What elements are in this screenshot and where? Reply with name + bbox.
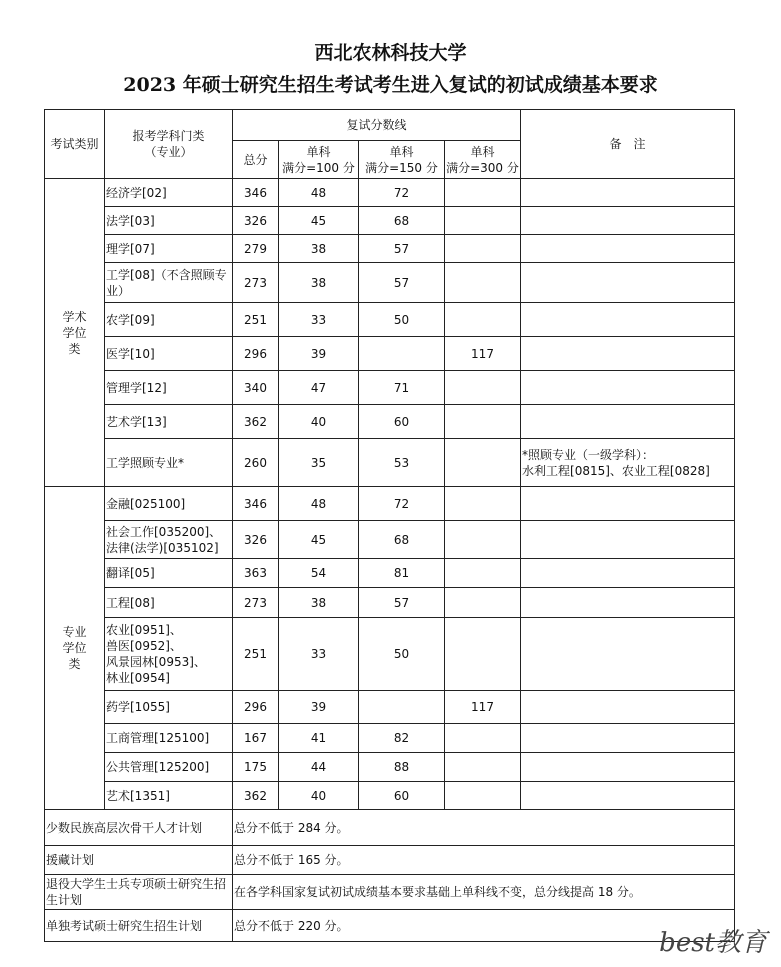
s100-cell: 33: [279, 303, 359, 337]
subject-cell: 管理学[12]: [105, 371, 233, 405]
note-cell: [521, 588, 735, 618]
header-total: 总分: [233, 141, 279, 179]
header-single-150: 单科 满分=150 分: [359, 141, 445, 179]
table-row: [45, 724, 735, 753]
plan-requirement: 总分不低于 284 分。: [233, 810, 735, 846]
s100-cell: 54: [279, 559, 359, 588]
s100-cell: 45: [279, 521, 359, 559]
table-row: [45, 691, 735, 724]
s150-cell: 72: [359, 179, 445, 207]
s300-cell: [445, 588, 521, 618]
note-cell: [521, 691, 735, 724]
total-cell: 346: [233, 487, 279, 521]
subject-cell: 艺术[1351]: [105, 782, 233, 810]
s100-cell: 44: [279, 753, 359, 782]
note-cell: [521, 371, 735, 405]
plan-name: 援藏计划: [45, 846, 233, 875]
s100-cell: 48: [279, 487, 359, 521]
total-cell: 363: [233, 559, 279, 588]
s300-cell: [445, 724, 521, 753]
s300-cell: [445, 521, 521, 559]
plan-requirement: 在各学科国家复试初试成绩基本要求基础上单科线不变，总分线提高 18 分。: [233, 875, 735, 910]
s150-cell: 60: [359, 405, 445, 439]
table-row: [45, 618, 735, 691]
s150-cell: 81: [359, 559, 445, 588]
s100-cell: 35: [279, 439, 359, 487]
s100-cell: 47: [279, 371, 359, 405]
s300-cell: [445, 753, 521, 782]
table-row: [45, 782, 735, 810]
note-cell: [521, 521, 735, 559]
total-cell: 326: [233, 207, 279, 235]
s300-cell: [445, 487, 521, 521]
total-cell: 362: [233, 782, 279, 810]
s100-cell: 41: [279, 724, 359, 753]
s100-cell: 40: [279, 782, 359, 810]
s100-cell: 38: [279, 263, 359, 303]
s100-cell: 39: [279, 691, 359, 724]
header-exam-type: 考试类别: [45, 110, 105, 179]
s100-cell: 48: [279, 179, 359, 207]
table-row: [45, 405, 735, 439]
plan-name: 少数民族高层次骨干人才计划: [45, 810, 233, 846]
s150-cell: 60: [359, 782, 445, 810]
table-row: [45, 207, 735, 235]
header-subject-category: 报考学科门类 （专业）: [105, 110, 233, 179]
header-remarks: 备 注: [521, 110, 735, 179]
s150-cell: [359, 337, 445, 371]
score-table: [44, 109, 735, 942]
subject-cell: 工程[08]: [105, 588, 233, 618]
total-cell: 260: [233, 439, 279, 487]
plan-requirement: 总分不低于 220 分。: [233, 910, 735, 942]
note-cell: [521, 179, 735, 207]
total-cell: 167: [233, 724, 279, 753]
s100-cell: 33: [279, 618, 359, 691]
note-cell: [521, 337, 735, 371]
special-plan-row: [45, 910, 735, 942]
subject-cell: 医学[10]: [105, 337, 233, 371]
s150-cell: [359, 691, 445, 724]
table-row: [45, 487, 735, 521]
s100-cell: 39: [279, 337, 359, 371]
note-cell: [521, 303, 735, 337]
s150-cell: 57: [359, 235, 445, 263]
s150-cell: 72: [359, 487, 445, 521]
s100-cell: 45: [279, 207, 359, 235]
s150-cell: 82: [359, 724, 445, 753]
watermark-logo: best教育: [659, 928, 767, 958]
note-cell: [521, 235, 735, 263]
special-plan-row: [45, 875, 735, 910]
s300-cell: [445, 207, 521, 235]
table-row: [45, 753, 735, 782]
s150-cell: 50: [359, 303, 445, 337]
subject-cell: 经济学[02]: [105, 179, 233, 207]
plan-requirement: 总分不低于 165 分。: [233, 846, 735, 875]
table-row: [45, 559, 735, 588]
subject-cell: 金融[025100]: [105, 487, 233, 521]
s300-cell: [445, 559, 521, 588]
subject-cell: 艺术学[13]: [105, 405, 233, 439]
total-cell: 296: [233, 337, 279, 371]
table-row: [45, 337, 735, 371]
s300-cell: [445, 179, 521, 207]
table-row: [45, 303, 735, 337]
header-single-100: 单科 满分=100 分: [279, 141, 359, 179]
total-cell: 251: [233, 303, 279, 337]
s100-cell: 38: [279, 588, 359, 618]
page-subtitle: 2023 年硕士研究生招生考试考生进入复试的初试成绩基本要求: [123, 74, 658, 96]
s300-cell: [445, 235, 521, 263]
note-cell: [521, 782, 735, 810]
s100-cell: 40: [279, 405, 359, 439]
note-cell: [521, 207, 735, 235]
s150-cell: 53: [359, 439, 445, 487]
plan-name: 单独考试硕士研究生招生计划: [45, 910, 233, 942]
note-cell: [521, 753, 735, 782]
s150-cell: 50: [359, 618, 445, 691]
plan-name: 退役大学生士兵专项硕士研究生招生计划: [45, 875, 233, 910]
total-cell: 175: [233, 753, 279, 782]
special-plan-row: [45, 810, 735, 846]
subject-cell: 社会工作[035200]、法律(法学)[035102]: [105, 521, 233, 559]
s300-cell: [445, 371, 521, 405]
note-cell: [521, 405, 735, 439]
note-cell: [521, 487, 735, 521]
s300-cell: [445, 439, 521, 487]
note-cell: [521, 263, 735, 303]
s150-cell: 57: [359, 588, 445, 618]
subject-cell: 理学[07]: [105, 235, 233, 263]
special-plan-row: [45, 846, 735, 875]
total-cell: 251: [233, 618, 279, 691]
category-professional: 专业 学位 类: [45, 487, 105, 810]
s150-cell: 57: [359, 263, 445, 303]
total-cell: 340: [233, 371, 279, 405]
s150-cell: 71: [359, 371, 445, 405]
header-single-300: 单科 满分=300 分: [445, 141, 521, 179]
header-score-lines: 复试分数线: [233, 110, 521, 141]
s300-cell: 117: [445, 337, 521, 371]
subject-cell: 工学[08]（不含照顾专业）: [105, 263, 233, 303]
subject-cell: 翻译[05]: [105, 559, 233, 588]
total-cell: 273: [233, 263, 279, 303]
table-row: [45, 235, 735, 263]
table-row: [45, 521, 735, 559]
category-academic: 学术 学位 类: [45, 179, 105, 487]
subject-cell: 工学照顾专业*: [105, 439, 233, 487]
subject-cell: 农业[0951]、 兽医[0952]、 风景园林[0953]、 林业[0954]: [105, 618, 233, 691]
table-row: [45, 179, 735, 207]
s150-cell: 68: [359, 207, 445, 235]
table-row: [45, 439, 735, 487]
s300-cell: 117: [445, 691, 521, 724]
subject-cell: 农学[09]: [105, 303, 233, 337]
note-cell: [521, 559, 735, 588]
note-cell: *照顾专业（一级学科）： 水利工程[0815]、农业工程[0828]: [521, 439, 735, 487]
subject-cell: 公共管理[125200]: [105, 753, 233, 782]
s300-cell: [445, 782, 521, 810]
s300-cell: [445, 303, 521, 337]
note-cell: [521, 618, 735, 691]
total-cell: 346: [233, 179, 279, 207]
page-title: 西北农林科技大学: [314, 42, 467, 64]
total-cell: 273: [233, 588, 279, 618]
s100-cell: 38: [279, 235, 359, 263]
s300-cell: [445, 405, 521, 439]
total-cell: 362: [233, 405, 279, 439]
subject-cell: 法学[03]: [105, 207, 233, 235]
table-row: [45, 371, 735, 405]
table-row: [45, 263, 735, 303]
s150-cell: 68: [359, 521, 445, 559]
s150-cell: 88: [359, 753, 445, 782]
total-cell: 279: [233, 235, 279, 263]
subject-cell: 工商管理[125100]: [105, 724, 233, 753]
total-cell: 296: [233, 691, 279, 724]
table-row: [45, 588, 735, 618]
total-cell: 326: [233, 521, 279, 559]
subject-cell: 药学[1055]: [105, 691, 233, 724]
s300-cell: [445, 618, 521, 691]
s300-cell: [445, 263, 521, 303]
note-cell: [521, 724, 735, 753]
